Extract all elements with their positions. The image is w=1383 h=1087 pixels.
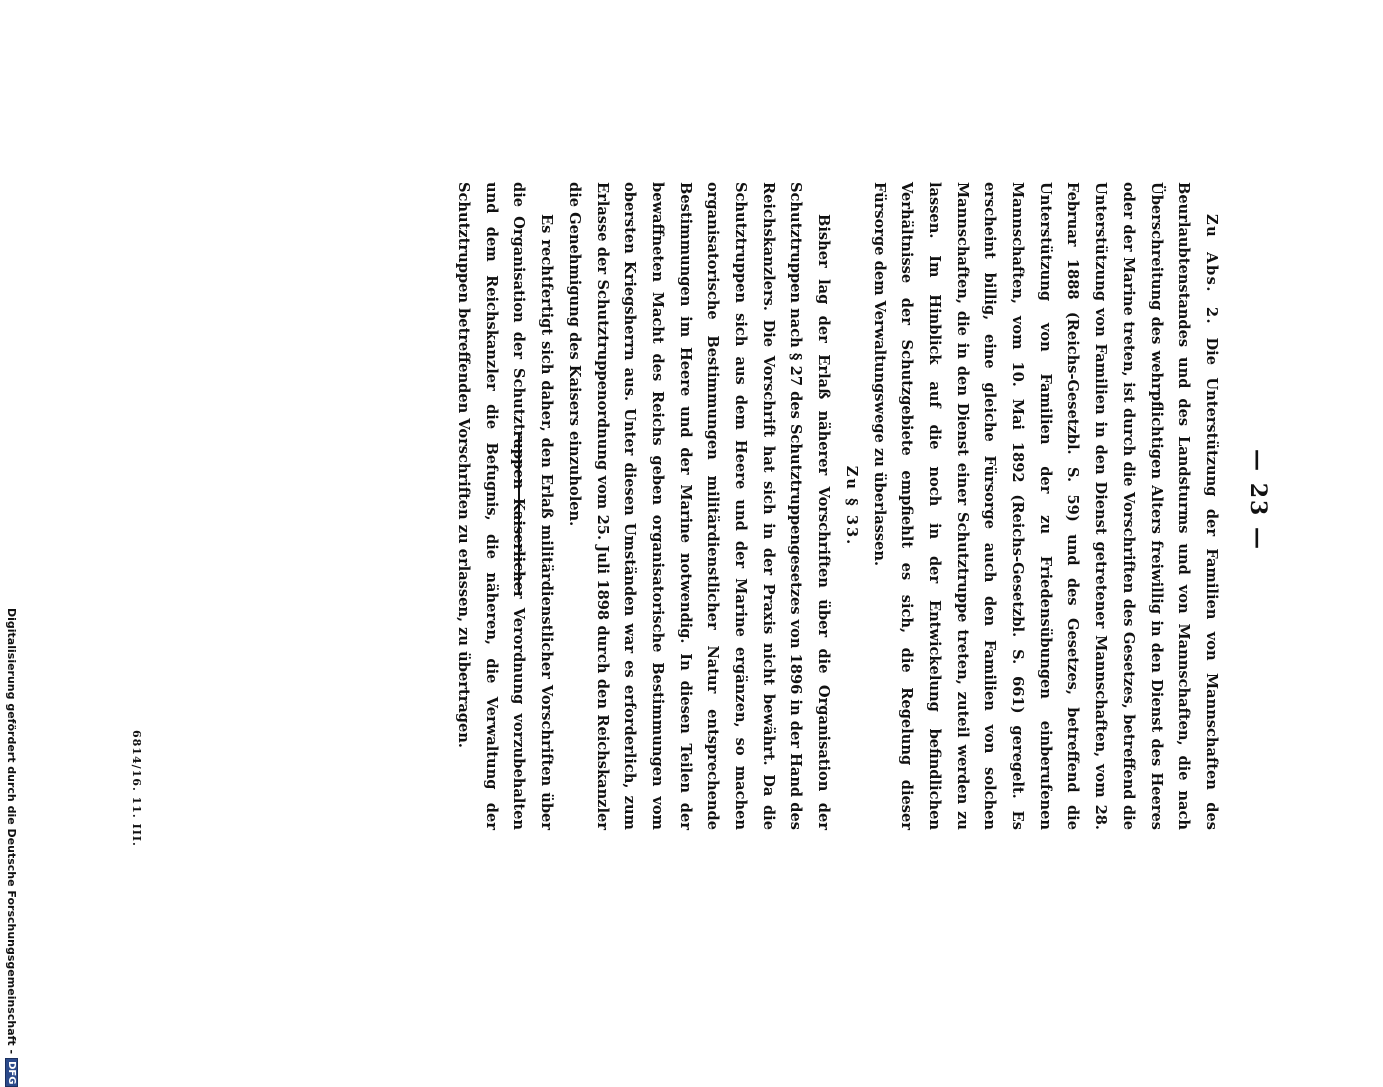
paragraph-lead: Zu Abs. 2. [1203, 214, 1220, 326]
closing-rule [518, 432, 520, 594]
print-code: 6814/16. 11. III. [130, 730, 143, 847]
paragraph-text: Die Unterstützung der Familien von Mannschaften des Beurlaubtenstandes und des Landsturms und von Mannschaften, die nach Überschreitung des wehrpflichtigen Alters freiwillig in den Dienst des Heeres oder der Marine treten, ist durch die Vorschriften des Gesetzes, betreffend die Unterstützung von Familien in den Dienst getretener Mannschaften, vom 28. Februar 1888 (Reichs-Gesetzbl. S. 59) und des Gesetzes, betreffend die Unterstützung von Familien der zu Friedensübungen einberufenen Mannschaften, vom 10. Mai 1892 (Reichs-Gesetzbl. S. 661) geregelt. Es erscheint billig, eine gleiche Fürsorge auch den Familien von solchen Mannschaften, die in den Dienst einer Schutztruppe treten, zuteil werden zu lassen. Im Hinblick auf die noch in der Entwickelung befindlichen Verhältnisse der Schutzgebiete empfiehlt es sich, die Regelung dieser Fürsorge dem Verwaltungswege zu überlassen. [870, 182, 1220, 830]
digitization-footer [5, 608, 18, 1087]
section-heading: Zu § 33. [842, 465, 860, 547]
paragraph-abs-2 [865, 182, 1225, 830]
footer-text: Digitalisierung gefördert durch die Deutsche Forschungsgemeinschaft - [5, 608, 18, 1055]
section-paragraph-2: Es rechtfertigt sich daher, den Erlaß militärdienstlicher Vorschriften über die Organisation der Schutztruppen Kaiserlicher Verordnung vorzubehalten und dem Reichskanzler die Befugnis, die näheren, die Verwaltung der Schutztruppen betreffenden Vorschriften zu erlassen, zu übertragen. [455, 182, 556, 830]
page-number: — 23 — [1245, 449, 1271, 551]
dfg-logo-icon: DFG [5, 1058, 18, 1087]
body-text [449, 182, 1225, 830]
section-paragraph-1: Bisher lag der Erlaß näherer Vorschriften über die Organisation der Schutztruppen nach § 27 des Schutztruppengesetzes von 1896 in der Hand des Reichskanzlers. Die Vorschrift hat sich in der Praxis nicht bewährt. Da die Schutztruppen sich aus dem Heere und der Marine ergänzen, so machen organisatorische Bestimmungen militärdienstlicher Natur entsprechende Bestimmungen im Heere und der Marine notwendig. In diesen Teilen der bewaffneten Macht des Reichs geben organisatorische Bestimmungen vom obersten Kriegsherrn aus. Unter diesen Umständen war es erforderlich, zum Erlasse der Schutztruppenordnung vom 25. Juli 1898 durch den Reichskanzler die Genehmigung des Kaisers einzuholen. [565, 182, 833, 830]
